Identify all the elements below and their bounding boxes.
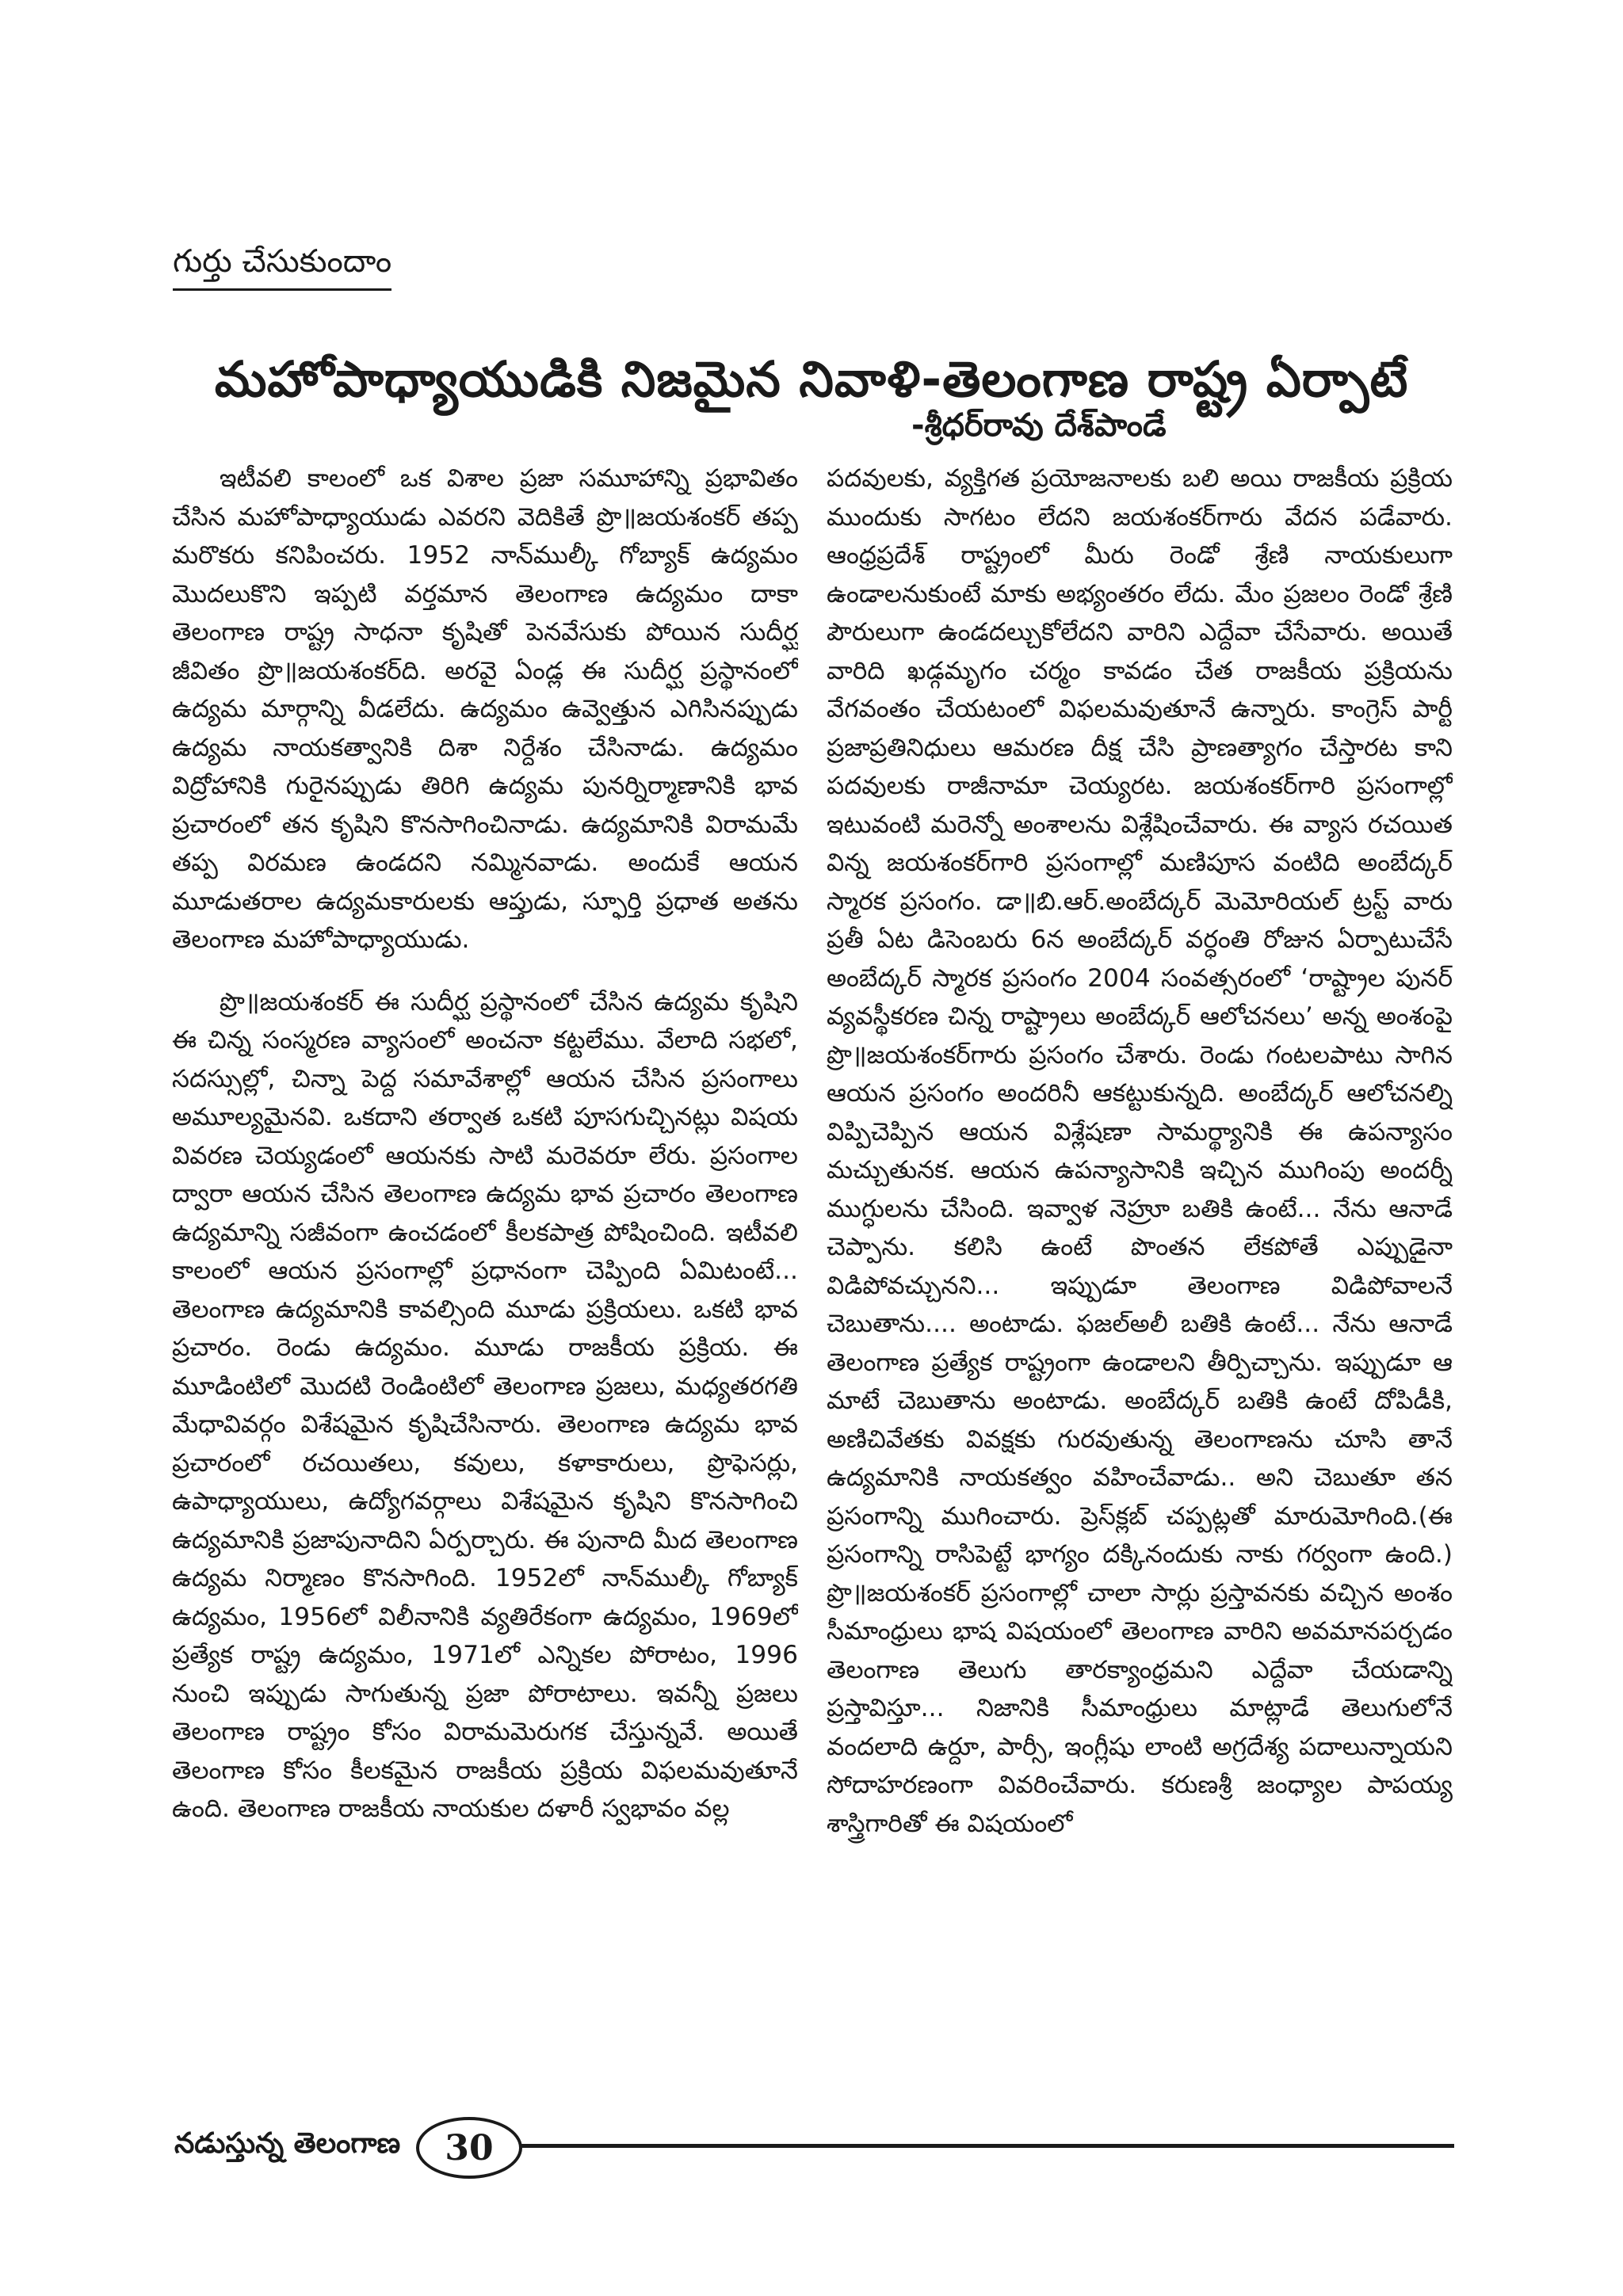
magazine-title: నడుస్తున్న తెలంగాణ [174,2127,401,2160]
section-label: గుర్తు చేసుకుందాం [173,238,391,291]
right-column [827,460,1453,2084]
page-number-badge [416,2117,522,2179]
paragraph: పదవులకు, వ్యక్తిగత ప్రయోజనాలకు బలి అయి రాజకీయ ప్రక్రియ ముందుకు సాగటం లేదని జయశంకర్‌గారు వేదన పడేవారు. ఆంధ్రప్రదేశ్ రాష్ట్రంలో మీరు రెండో శ్రేణి నాయకులుగా ఉండాలనుకుంటే మాకు అభ్యంతరం లేదు. మేం ప్రజలం రెండో శ్రేణి పౌరులుగా ఉండదల్చుకోలేదని వారిని ఎద్దేవా చేసేవారు. అయితే వారిది ఖడ్గమృగం చర్మం కావడం చేత రాజకీయ ప్రక్రియను వేగవంతం చేయటంలో విఫలమవుతూనే ఉన్నారు. కాంగ్రెస్ పార్టీ ప్రజాప్రతినిధులు ఆమరణ దీక్ష చేసి ప్రాణత్యాగం చేస్తారట కాని పదవులకు రాజీనామా చెయ్యరట. జయశంకర్‌గారి ప్రసంగాల్లో ఇటువంటి మరెన్నో అంశాలను విశ్లేషించేవారు. ఈ వ్యాస రచయిత విన్న జయశంకర్‌గారి ప్రసంగాల్లో మణిపూస వంటిది అంబేద్కర్ స్మారక ప్రసంగం. డా॥బి.ఆర్.అంబేద్కర్ మెమోరియల్ ట్రస్ట్ వారు ప్రతీ ఏట డిసెంబరు 6న అంబేద్కర్ వర్ధంతి రోజున ఏర్పాటుచేసే అంబేద్కర్ స్మారక ప్రసంగం 2004 సంవత్సరంలో ‘రాష్ట్రాల పునర్ వ్యవస్థీకరణ చిన్న రాష్ట్రాలు అంబేద్కర్ ఆలోచనలు’ అన్న అంశంపై ప్రొ॥జయశంకర్‌గారు ప్రసంగం చేశారు. రెండు గంటలపాటు సాగిన ఆయన ప్రసంగం అందరినీ ఆకట్టుకున్నది. అంబేద్కర్ ఆలోచనల్ని విప్పిచెప్పిన ఆయన విశ్లేషణా సామర్థ్యానికి ఈ ఉపన్యాసం మచ్చుతునక. ఆయన ఉపన్యాసానికి ఇచ్చిన ముగింపు అందర్నీ ముగ్ధులను చేసింది. ఇవ్వాళ నెహ్రూ బతికి ఉంటే... నేను ఆనాడే చెప్పాను. కలిసి ఉంటే పొంతన లేకపోతే ఎప్పుడైనా విడిపోవచ్చునని... ఇప్పుడూ తెలంగాణ విడిపోవాలనే చెబుతాను.... అంటాడు. ఫజల్‌అలీ బతికి ఉంటే... నేను ఆనాడే తెలంగాణ ప్రత్యేక రాష్ట్రంగా ఉండాలని తీర్పిచ్చాను. ఇప్పుడూ ఆ మాటే చెబుతాను అంటాడు. అంబేద్కర్ బతికి ఉంటే దోపిడీకి, అణిచివేతకు వివక్షకు గురవుతున్న తెలంగాణను చూసి తానే ఉద్యమానికి నాయకత్వం వహించేవాడు.. అని చెబుతూ తన ప్రసంగాన్ని ముగించారు. ప్రెస్‌క్లబ్ చప్పట్లతో మారుమోగింది.(ఈ ప్రసంగాన్ని రాసిపెట్టే భాగ్యం దక్కినందుకు నాకు గర్వంగా ఉంది.) ప్రొ॥జయశంకర్ ప్రసంగాల్లో చాలా సార్లు ప్రస్తావనకు వచ్చిన అంశం సీమాంధ్రులు భాష విషయంలో తెలంగాణ వారిని అవమానపర్చడం తెలంగాణ తెలుగు తారక్యాంధ్రమని ఎద్దేవా చేయడాన్ని ప్రస్తావిస్తూ... నిజానికి సీమాంధ్రులు మాట్లాడే తెలుగులోనే వందలాది ఉర్దూ, పార్సీ, ఇంగ్లీషు లాంటి అగ్రదేశ్య పదాలున్నాయని సోదాహరణంగా వివరించేవారు. కరుణశ్రీ జంధ్యాల పాపయ్య శాస్త్రిగారితో ఈ విషయంలో [827,464,1453,1838]
footer-rule [507,2144,1454,2148]
page-number: 30 [445,2127,494,2168]
author-byline: -శ్రీధర్‌రావు దేశ్‌పాండే [911,407,1167,444]
article-headline: మహోపాధ్యాయుడికి నిజమైన నివాళి-తెలంగాణ రాష్ట్ర ఏర్పాటే [214,349,1409,408]
left-column [172,460,798,2084]
paragraph: ప్రొ॥జయశంకర్ ఈ సుదీర్ఘ ప్రస్థానంలో చేసిన ఉద్యమ కృషిని ఈ చిన్న సంస్మరణ వ్యాసంలో అంచనా కట్టలేము. వేలాది సభలో, సదస్సుల్లో, చిన్నా పెద్ద సమావేశాల్లో ఆయన చేసిన ప్రసంగాలు అమూల్యమైనవి. ఒకదాని తర్వాత ఒకటి పూసగుచ్చినట్లు విషయ వివరణ చెయ్యడంలో ఆయనకు సాటి మరెవరూ లేరు. ప్రసంగాల ద్వారా ఆయన చేసిన తెలంగాణ ఉద్యమ భావ ప్రచారం తెలంగాణ ఉద్యమాన్ని సజీవంగా ఉంచడంలో కీలకపాత్ర పోషించింది. ఇటీవలి కాలంలో ఆయన ప్రసంగాల్లో ప్రధానంగా చెప్పింది ఏమిటంటే... తెలంగాణ ఉద్యమానికి కావల్సింది మూడు ప్రక్రియలు. ఒకటి భావ ప్రచారం. రెండు ఉద్యమం. మూడు రాజకీయ ప్రక్రియ. ఈ మూడింటిలో మొదటి రెండింటిలో తెలంగాణ ప్రజలు, మధ్యతరగతి మేధావివర్గం విశేషమైన కృషిచేసినారు. తెలంగాణ ఉద్యమ భావ ప్రచారంలో రచయితలు, కవులు, కళాకారులు, ప్రొఫెసర్లు, ఉపాధ్యాయులు, ఉద్యోగవర్గాలు విశేషమైన కృషిని కొనసాగించి ఉద్యమానికి ప్రజాపునాదిని ఏర్పర్చారు. ఈ పునాది మీద తెలంగాణ ఉద్యమ నిర్మాణం కొనసాగింది. 1952లో నాన్‌ముల్కీ గోబ్యాక్ ఉద్యమం, 1956లో విలీనానికి వ్యతిరేకంగా ఉద్యమం, 1969లో ప్రత్యేక రాష్ట్ర ఉద్యమం, 1971లో ఎన్నికల పోరాటం, 1996 నుంచి ఇప్పుడు సాగుతున్న ప్రజా పోరాటాలు. ఇవన్నీ ప్రజలు తెలంగాణ రాష్ట్రం కోసం విరామమెరుగక చేస్తున్నవే. అయితే తెలంగాణ కోసం కీలకమైన రాజకీయ ప్రక్రియ విఫలమవుతూనే ఉంది. తెలంగాణ రాజకీయ నాయకుల దళారీ స్వభావం వల్ల [172,987,798,1823]
paragraph: ఇటీవలి కాలంలో ఒక విశాల ప్రజా సమూహాన్ని ప్రభావితం చేసిన మహోపాధ్యాయుడు ఎవరని వెదికితే ప్రొ॥జయశంకర్ తప్ప మరొకరు కనిపించరు. 1952 నాన్‌ముల్కీ గోబ్యాక్ ఉద్యమం మొదలుకొని ఇప్పటి వర్తమాన తెలంగాణ ఉద్యమం దాకా తెలంగాణ రాష్ట్ర సాధనా కృషితో పెనవేసుకు పోయిన సుదీర్ఘ జీవితం ప్రొ॥జయశంకర్‌ది. అరవై ఏండ్ల ఈ సుదీర్ఘ ప్రస్థానంలో ఉద్యమ మార్గాన్ని వీడలేదు. ఉద్యమం ఉవ్వెత్తున ఎగిసినప్పుడు ఉద్యమ నాయకత్వానికి దిశా నిర్దేశం చేసినాడు. ఉద్యమం విద్రోహానికి గురైనప్పుడు తిరిగి ఉద్యమ పునర్నిర్మాణానికి భావ ప్రచారంలో తన కృషిని కొనసాగించినాడు. ఉద్యమానికి విరామమే తప్ప విరమణ ఉండదని నమ్మినవాడు. అందుకే ఆయన మూడుతరాల ఉద్యమకారులకు ఆప్తుడు, స్ఫూర్తి ప్రధాత అతను తెలంగాణ మహోపాధ్యాయుడు. [172,464,798,954]
